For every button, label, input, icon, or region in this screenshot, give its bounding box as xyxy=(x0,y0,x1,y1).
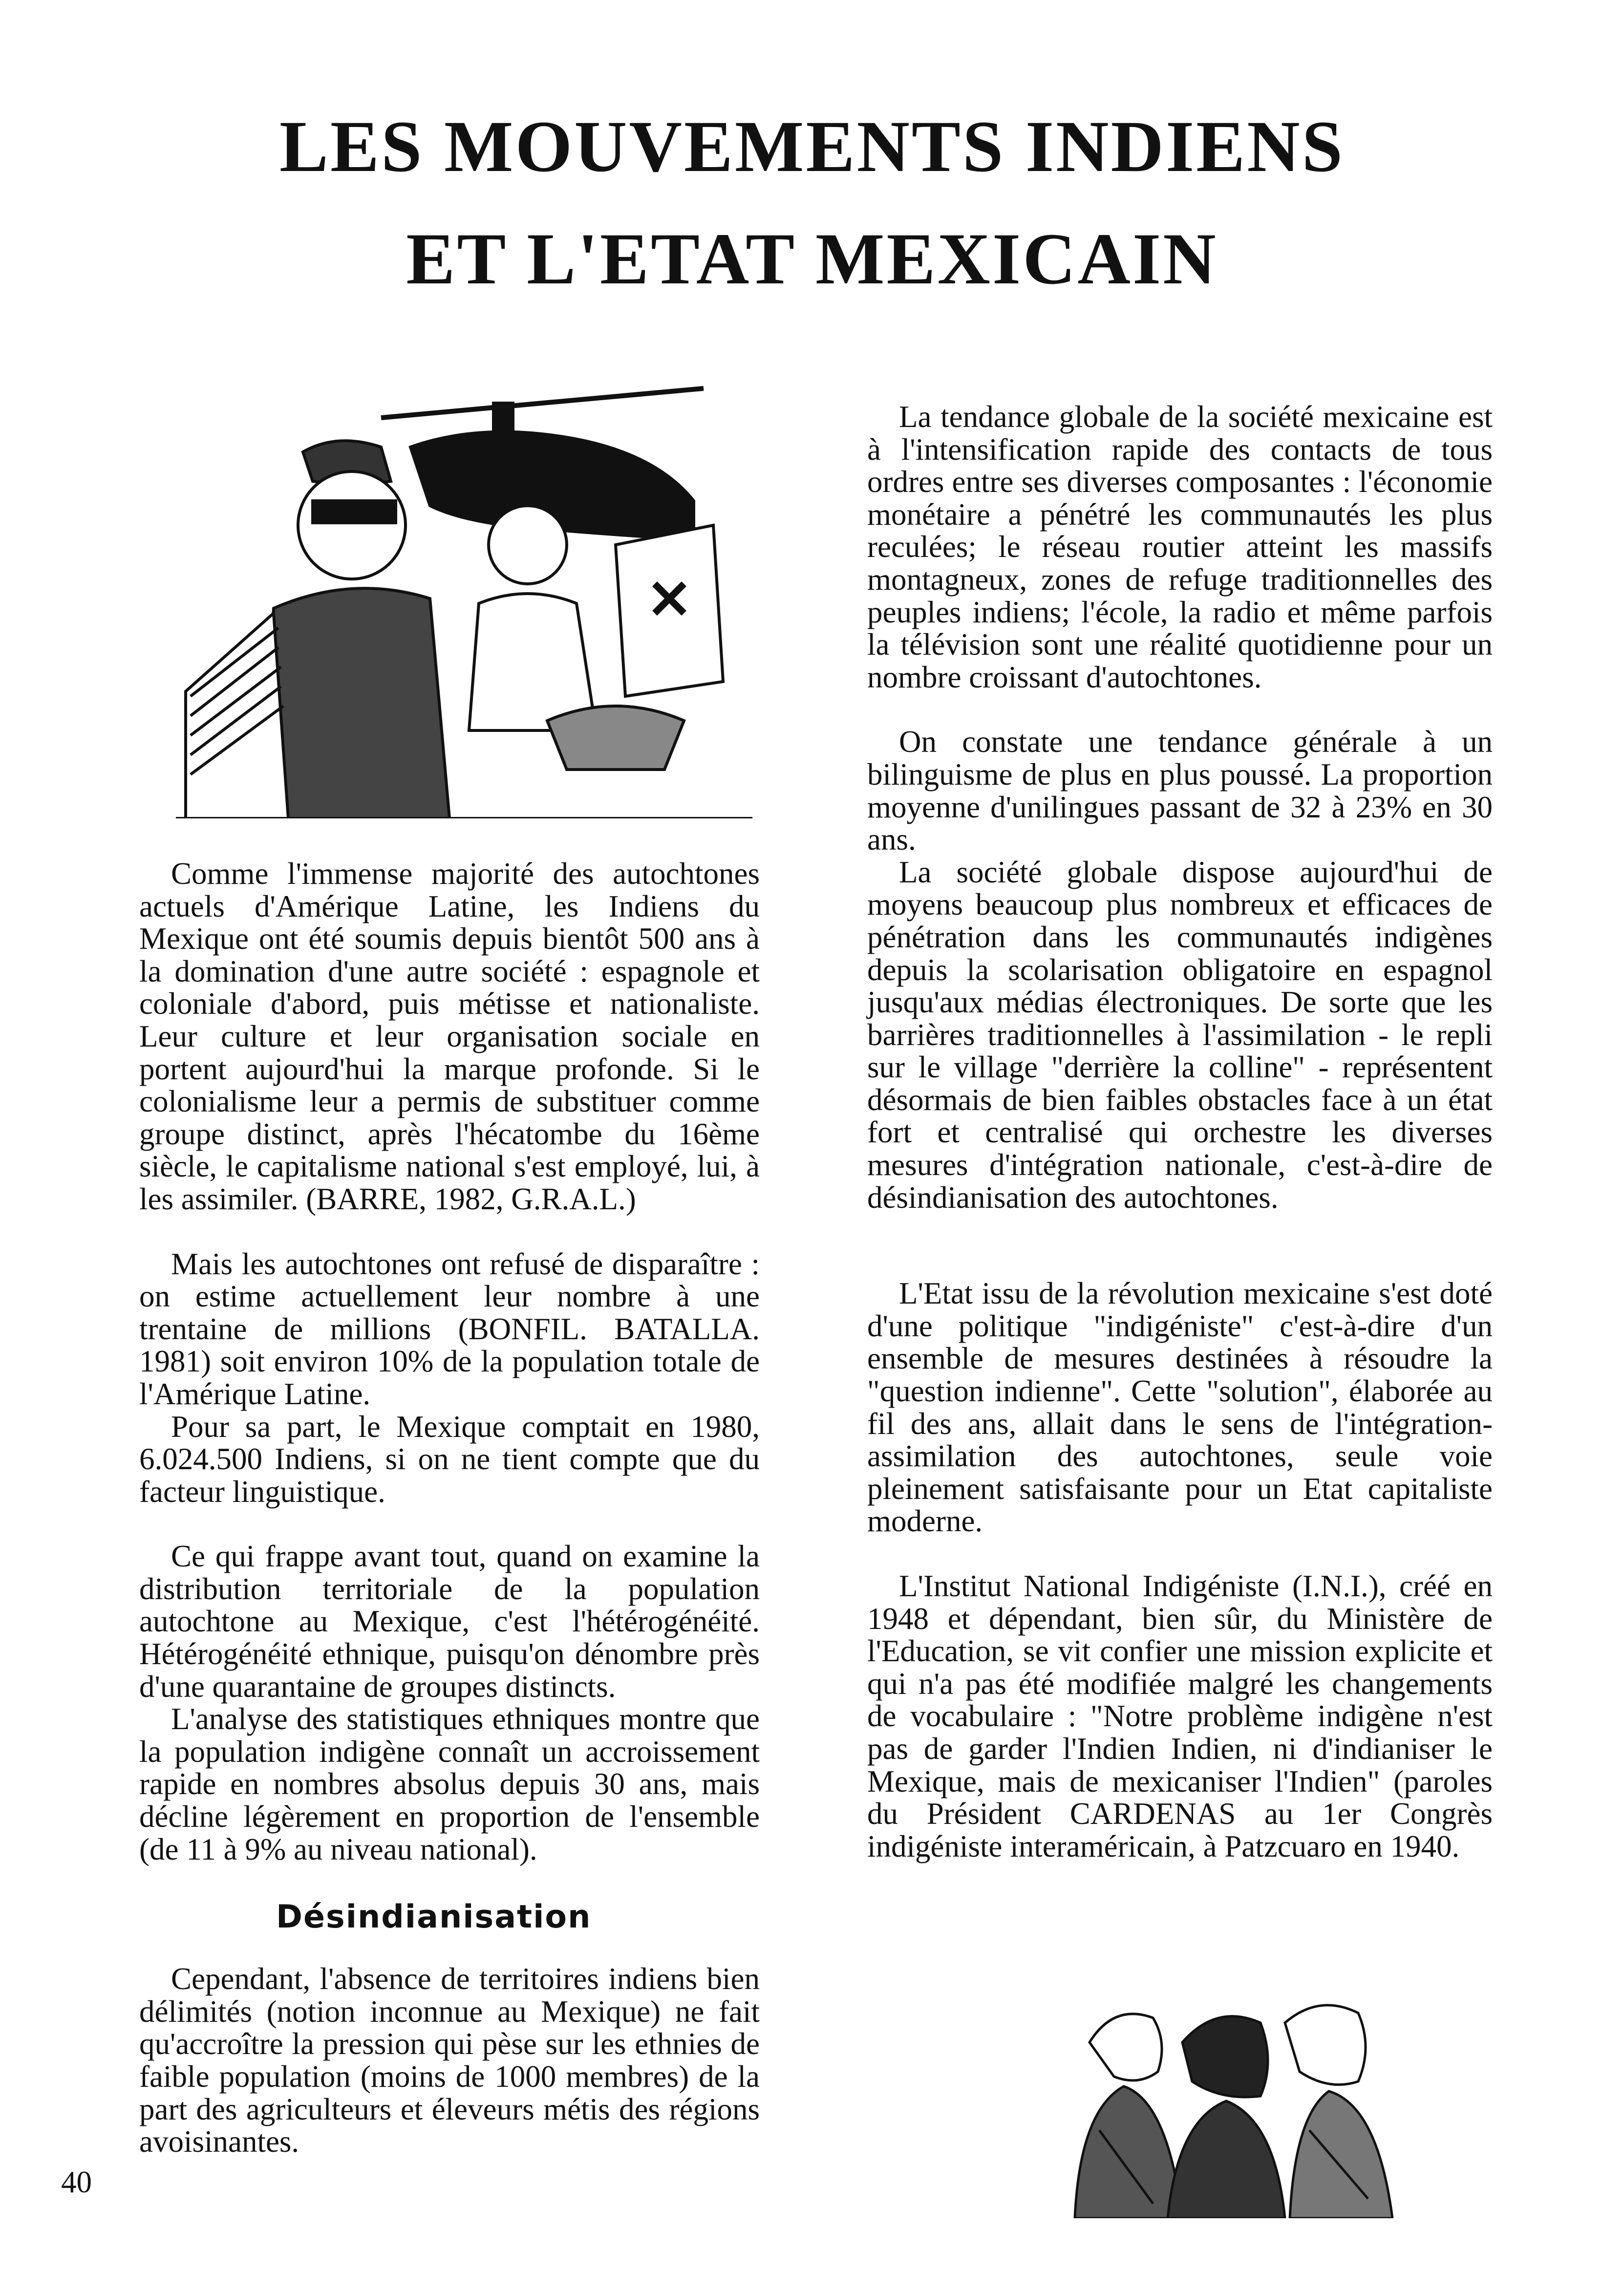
indigenous-women-illustration xyxy=(1055,1974,1407,2218)
page-title-line-2: ET L'ETAT MEXICAIN xyxy=(406,218,1218,300)
left-paragraph-4: Ce qui frappe avant tout, quand on examine la distribution territoriale de la population autochtone au Mexique, c'est l'hétérogénéité. Hétérogénéité ethnique, puisqu'on dénombre près d'une quarantaine de groupes distincts. xyxy=(139,1539,760,1704)
left-paragraph-5: L'analyse des statistiques ethniques montre que la population indigène connaît un accroissement rapide en nombres absolus depuis 30 ans, mais décline légèrement en proportion de l'ensemble (de 11 à 9% au niveau national). xyxy=(139,1702,760,1866)
section-subheading: Désindianisation xyxy=(276,1899,592,1936)
soldier-helicopter-illustration xyxy=(176,379,752,818)
left-paragraph-6: Cependant, l'absence de territoires indiens bien délimités (notion inconnue au Mexique) ne fait qu'accroître la pression qui pèse sur les ethnies de faible population (moins de 1000 membres) de la part des agriculteurs et éleveurs métis des régions avoisinantes. xyxy=(139,1962,760,2159)
right-paragraph-1: La tendance globale de la société mexicaine est à l'intensification rapide des contacts de tous ordres entre ses diverses composantes : l'économie monétaire a pénétré les communautés les plus reculées; le réseau routier atteint les massifs montagneux, zones de refuge traditionnelles des peuples indiens; l'école, la radio et même parfois la télévision sont une réalité quotidienne pour un nombre croissant d'autochtones. xyxy=(867,400,1493,694)
page-title-line-1: LES MOUVEMENTS INDIENS xyxy=(279,106,1345,187)
right-paragraph-2: On constate une tendance générale à un bilinguisme de plus en plus poussé. La proportion moyenne d'unilingues passant de 32 à 23% en 30 ans. xyxy=(867,725,1493,857)
right-paragraph-5: L'Institut National Indigéniste (I.N.I.), créé en 1948 et dépendant, bien sûr, du Ministère de l'Education, se vit confier une mission explicite et qui n'a pas été modifiée malgré les changements de vocabulaire : "Notre problème indigène n'est pas de garder l'Indien Indien, ni d'indianiser le Mexique, mais de mexicaniser l'Indien" (paroles du Président CARDENAS au 1er Congrès indigéniste interaméricain, à Patzcuaro en 1940. xyxy=(867,1569,1493,1864)
right-paragraph-3: La société globale dispose aujourd'hui de moyens beaucoup plus nombreux et efficaces de pénétration dans les communautés indigènes depuis la scolarisation obligatoire en espagnol jusqu'aux médias électroniques. De sorte que les barrières traditionnelles à l'assimilation - le repli sur le village "derrière la colline" - représentent désormais de bien faibles obstacles face à un état fort et centralisé qui orchestre les diverses mesures d'intégration nationale, c'est-à-dire de désindianisation des autochtones. xyxy=(867,855,1493,1215)
left-paragraph-3: Pour sa part, le Mexique comptait en 1980, 6.024.500 Indiens, si on ne tient compte que du facteur linguistique. xyxy=(139,1409,760,1509)
left-paragraph-1: Comme l'immense majorité des autochtones actuels d'Amérique Latine, les Indiens du Mexique ont été soumis depuis bientôt 500 ans à la domination d'une autre société : espagnole et coloniale d'abord, puis métisse et nationaliste. Leur culture et leur organisation sociale en portent aujourd'hui la marque profonde. Si le colonialisme leur a permis de substituer comme groupe distinct, après l'hécatombe du 16ème siècle, le capitalisme national s'est employé, lui, à les assimiler. (BARRE, 1982, G.R.A.L.) xyxy=(139,857,760,1216)
left-paragraph-2: Mais les autochtones ont refusé de disparaître : on estime actuellement leur nombre à une trentaine de millions (BONFIL. BATALLA. 1981) soit environ 10% de la population totale de l'Amérique Latine. xyxy=(139,1246,760,1411)
page-number: 40 xyxy=(61,2165,92,2199)
right-paragraph-4: L'Etat issu de la révolution mexicaine s'est doté d'une politique "indigéniste" c'est-à-dire d'un ensemble de mesures destinées à résoudre la "question indienne". Cette "solution", élaborée au fil des ans, allait dans le sens de l'intégration-assimilation des autochtones, seule voie pleinement satisfaisante pour un Etat capitaliste moderne. xyxy=(867,1276,1493,1539)
